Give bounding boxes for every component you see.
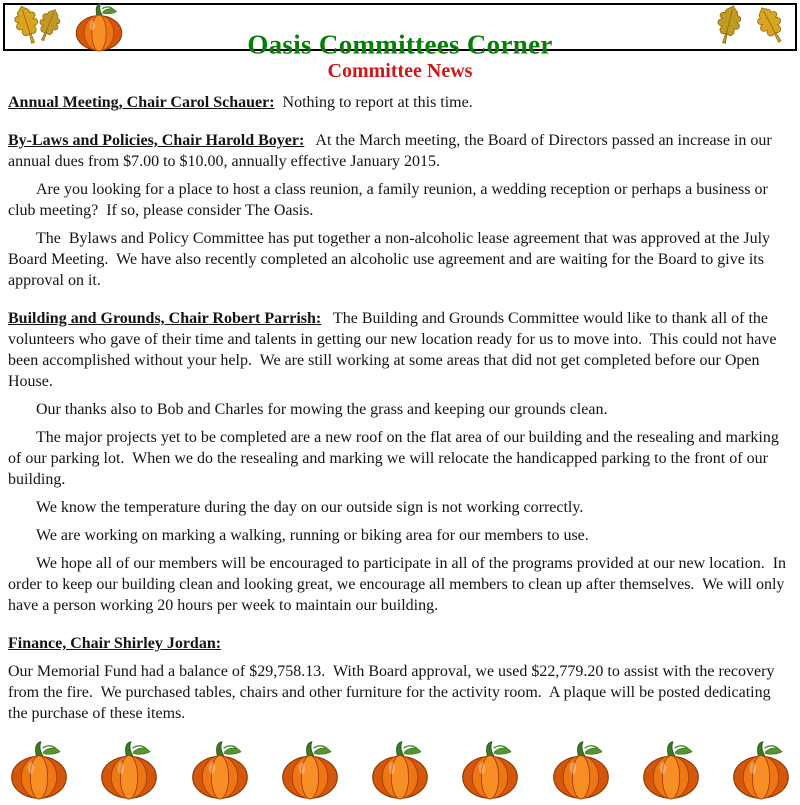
committee-news-body (0, 92, 800, 724)
section-lead-paragraph (8, 92, 792, 113)
body-paragraph: Our Memorial Fund had a balance of $29,758.13. With Board approval, we used $22,779.20 to assist with the recovery from the fire. We purchased tables, chairs and other furniture for the activity room. A plaque will be posted dedicating the purchase of these items. (8, 663, 779, 722)
pumpkin-icon (457, 740, 523, 800)
pumpkin-icon (187, 740, 253, 800)
section-building-grounds (8, 308, 792, 616)
section-lead-paragraph (8, 308, 792, 392)
section-heading: By-Laws and Policies, Chair Harold Boyer: (8, 132, 305, 149)
body-paragraph: Are you looking for a place to host a class reunion, a family reunion, a wedding reception or perhaps a business or club meeting? If so, please consider The Oasis. (8, 181, 772, 219)
body-paragraph: We hope all of our members will be encouraged to participate in all of the programs provided at our new location. In order to keep our building clean and looking great, we encourage all members to clean up after themselves. We will only have a person working 20 hours per week to maintain our building. (8, 555, 791, 614)
body-paragraph: Our thanks also to Bob and Charles for mowing the grass and keeping our grounds clean. (36, 401, 608, 418)
section-finance (8, 633, 792, 724)
pumpkin-icon (548, 740, 614, 800)
pumpkin-icon (638, 740, 704, 800)
body-paragraph: We know the temperature during the day on our outside sign is not working correctly. (36, 499, 584, 516)
section-lead-paragraph (8, 130, 792, 172)
section-heading: Finance, Chair Shirley Jordan: (8, 635, 222, 652)
pumpkin-icon (367, 740, 433, 800)
masthead-right-decoration (713, 4, 787, 50)
section-annual-meeting (8, 92, 792, 113)
masthead (3, 3, 797, 60)
pumpkin-icon (277, 740, 343, 800)
pumpkin-icon (96, 740, 162, 800)
subtitle: Committee News (327, 60, 473, 82)
body-paragraph: The Bylaws and Policy Committee has put together a non-alcoholic lease agreement that was approved at the July Board Meeting. We have also recently completed an alcoholic use agreement and are waiting for the Board to give its approval on it. (8, 230, 775, 289)
pumpkin-icon (728, 740, 794, 800)
pumpkin-icon (6, 740, 72, 800)
newsletter-page (0, 3, 800, 805)
body-paragraph: We are working on marking a walking, running or biking area for our members to use. (36, 527, 589, 544)
section-lead-text: At the March meeting, the Board of Directors passed an increase in our annual dues from $7.00 to $10.00, annually effective January 2015. (8, 132, 776, 170)
section-lead-text: The Building and Grounds Committee would like to thank all of the volunteers who gave of their time and talents in getting our new location ready for us to move into. This could not have been accomplished without your help. We are still working at some areas that did not get completed before our Open House. (8, 310, 781, 390)
section-lead-paragraph (8, 633, 792, 654)
oak-leaf-icon (708, 1, 748, 53)
section-lead-text: Nothing to report at this time. (274, 94, 473, 111)
pumpkin-border (0, 740, 800, 800)
body-paragraph: The major projects yet to be completed are a new roof on the flat area of our building and the resealing and marking of our parking lot. When we do the resealing and marking we will relocate the handicapped parking to the front of our building. (8, 429, 783, 488)
section-bylaws-policies (8, 130, 792, 291)
section-heading: Annual Meeting, Chair Carol Schauer: (8, 94, 275, 111)
page-title: Oasis Committees Corner (247, 29, 553, 60)
section-heading: Building and Grounds, Chair Robert Parrish: (8, 310, 322, 327)
